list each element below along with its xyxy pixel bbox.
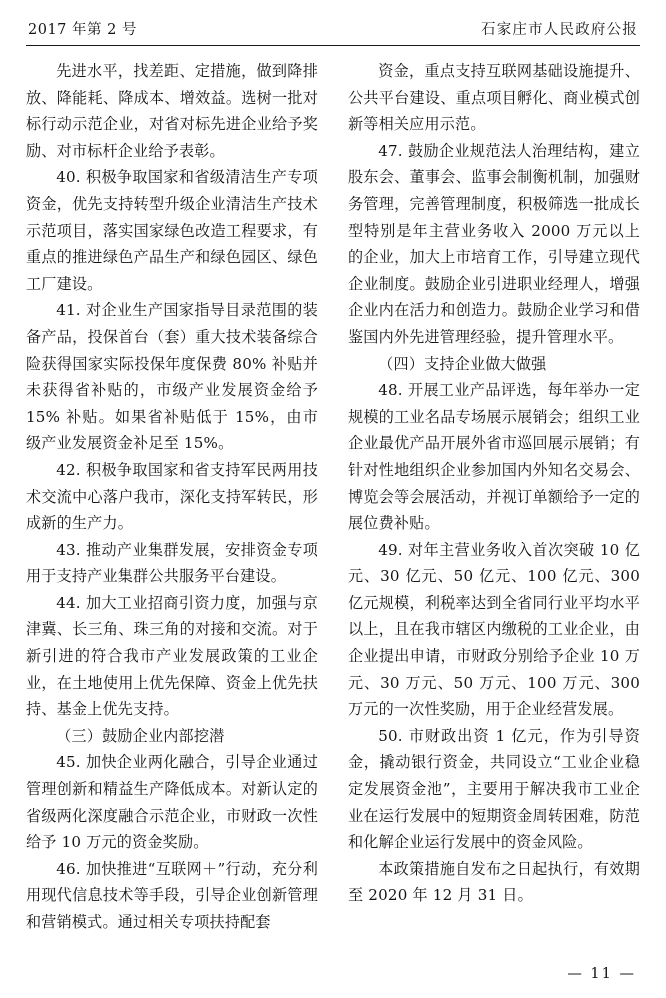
section-subheading: （三）鼓励企业内部挖潜 [56, 726, 225, 745]
header-divider [26, 45, 640, 46]
paragraph: 44. 加大工业招商引资力度，加强与京津冀、长三角、珠三角的对接和交流。对于新引进的符合我市产业发展政策的工业企业，在土地使用上优先保障、资金上优先扶持、基金上优先支持。 [26, 593, 318, 719]
section-subheading: （四）支持企业做大做强 [378, 354, 547, 373]
column-container [26, 58, 640, 938]
paragraph: 先进水平，找差距、定措施，做到降排放、降能耗、降成本、增效益。选树一批对标行动示范企业，对省对标先进企业给予奖励、对市标杆企业给予表彰。 [26, 62, 318, 160]
paragraph: 资金，重点支持互联网基础设施提升、公共平台建设、重点项目孵化、商业模式创新等相关应用示范。 [348, 62, 640, 134]
paragraph: 45. 加快企业两化融合，引导企业通过管理创新和精益生产降低成本。对新认定的省级两化深度融合示范企业，市财政一次性给予 10 万元的资金奖励。 [26, 753, 318, 852]
header-issue-label: 2017 年第 2 号 [28, 22, 137, 38]
paragraph: 50. 市财政出资 1 亿元，作为引导资金，撬动银行资金，共同设立“工业企业稳定发展资金池”，主要用于解决我市工业企业在运行发展中的短期资金周转困难，防范和化解企业运行发展中的资金风险。 [348, 726, 640, 852]
paragraph: 43. 推动产业集群发展，安排资金专项用于支持产业集群公共服务平台建设。 [26, 540, 318, 586]
paragraph: 41. 对企业生产国家指导目录范围的装备产品，投保首台（套）重大技术装备综合险获得国家实际投保年度保费 80% 补贴并未获得省补贴的，市级产业发展资金给予 15% 补贴。如果省补贴低于 15%，由市级产业发展资金补足至 15%。 [26, 301, 318, 453]
header-publication-title: 石家庄市人民政府公报 [481, 22, 638, 38]
text-column-left [26, 58, 318, 938]
paragraph: 47. 鼓励企业规范法人治理结构，建立股东会、董事会、监事会制衡机制，加强财务管理，完善管理制度，积极筛选一批成长型特别是年主营业务收入 2000 万元以上的企业，加大上市培育工作，引导建立现代企业制度。鼓励企业引进职业经理人，增强企业内在活力和创造力。鼓励企业学习和借鉴国内外先进管理经验，提升管理水平。 [348, 141, 640, 346]
paragraph: 49. 对年主营业务收入首次突破 10 亿元、30 亿元、50 亿元、100 亿元、300 亿元规模，利税率达到全省同行业平均水平以上，且在我市辖区内缴税的工业企业，由企业提出申请，市财政分别给予企业 10 万元、30 万元、50 万元、100 万元、300 万元的一次性奖励，用于企业经营发展。 [348, 540, 640, 719]
text-column-right [348, 58, 640, 938]
paragraph: 本政策措施自发布之日起执行，有效期至 2020 年 12 月 31 日。 [348, 859, 640, 905]
page-number: — 11 — [567, 966, 636, 982]
paragraph: 48. 开展工业产品评选，每年举办一定规模的工业名品专场展示展销会；组织工业企业最优产品开展外省市巡回展示展销；有针对性地组织企业参加国内外知名交易会、博览会等会展活动，并视订单额给予一定的展位费补贴。 [348, 381, 640, 533]
page-header [26, 18, 640, 45]
paragraph: 40. 积极争取国家和省级清洁生产专项资金，优先支持转型升级企业清洁生产技术示范项目，落实国家绿色改造工程要求，有重点的推进绿色产品生产和绿色园区、绿色工厂建设。 [26, 168, 318, 293]
paragraph: 46. 加快推进“互联网＋”行动，充分利用现代信息技术等手段，引导企业创新管理和营销模式。通过相关专项扶持配套 [26, 859, 318, 931]
paragraph: 42. 积极争取国家和省支持军民两用技术交流中心落户我市，深化支持军转民，形成新的生产力。 [26, 460, 318, 533]
